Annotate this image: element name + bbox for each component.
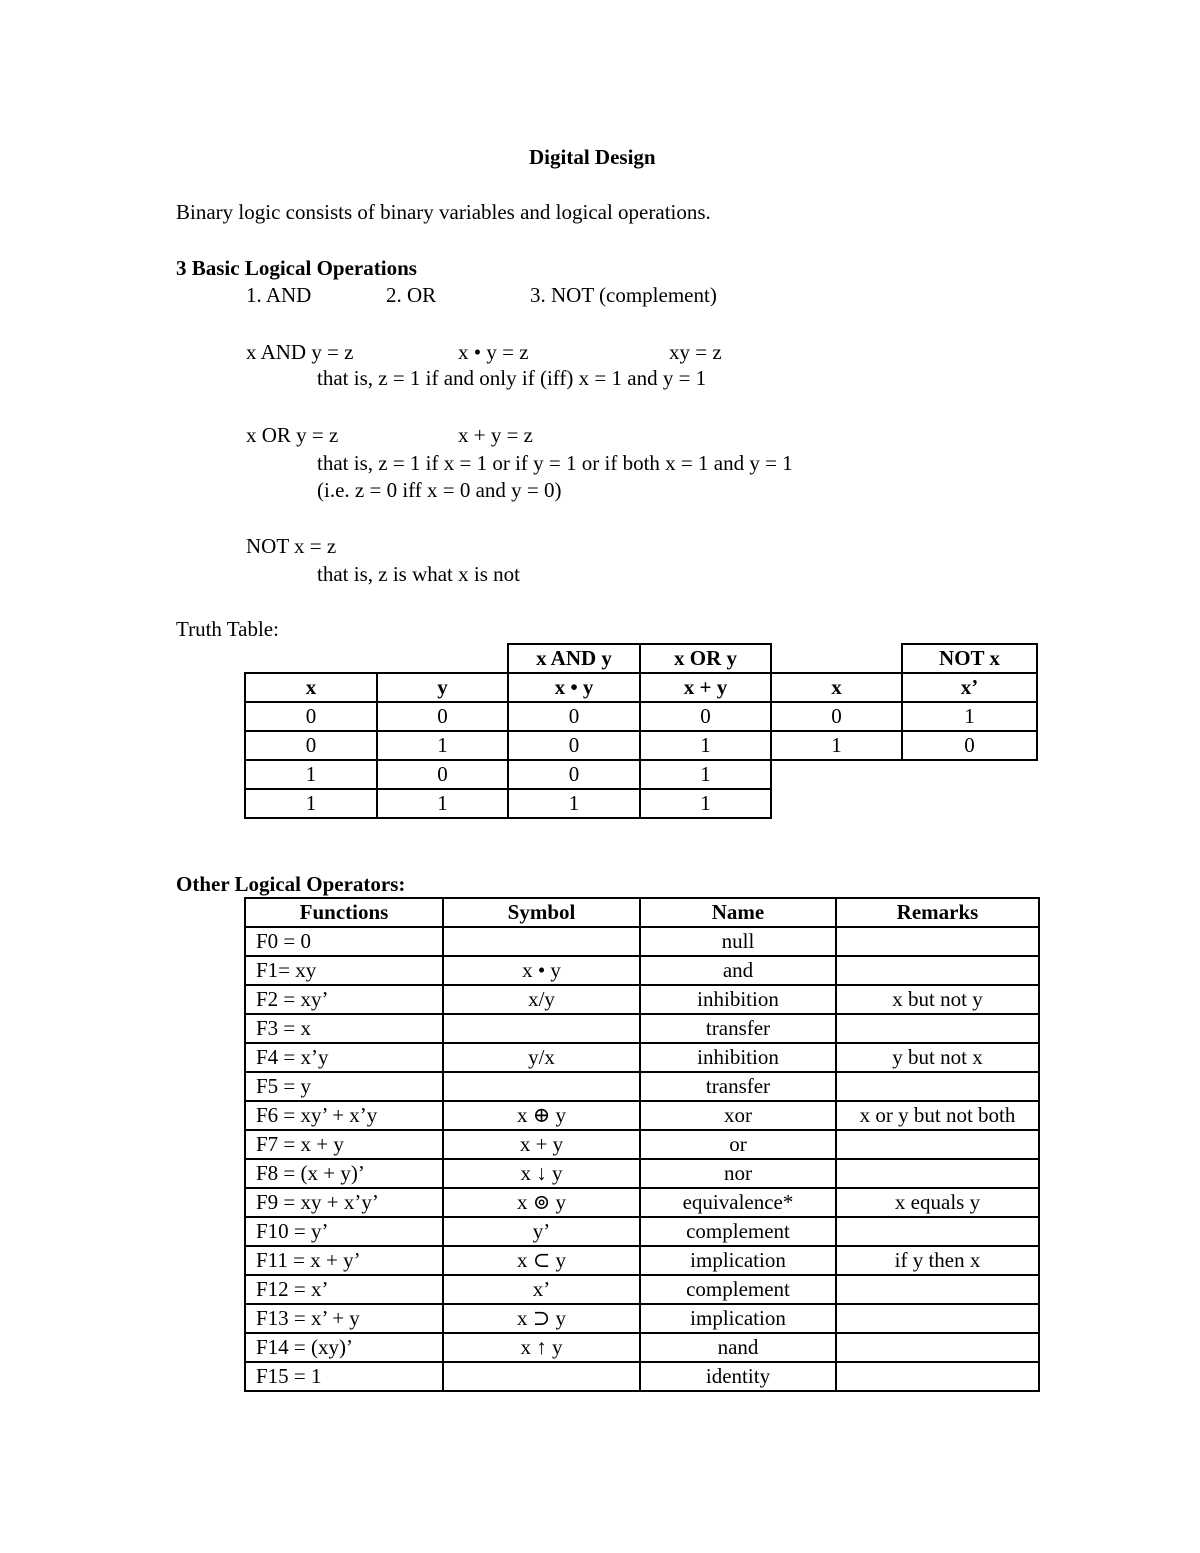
op-item-and: 1. AND [246,283,312,307]
operators-header-row [245,898,1039,927]
table-cell: 0 [245,731,377,760]
table-cell: F7 = x + y [245,1130,443,1159]
table-cell [836,1362,1039,1391]
intro-text: Binary logic consists of binary variables and logical operations. [176,200,711,224]
table-cell: x ↓ y [443,1159,640,1188]
not-form: NOT x = z [246,534,337,558]
table-cell: 0 [377,760,508,789]
table-row [245,1275,1039,1304]
table-cell: x + y [443,1130,640,1159]
table-cell: F15 = 1 [245,1362,443,1391]
and-explanation: that is, z = 1 if and only if (iff) x = 1 and y = 1 [317,366,707,390]
table-cell [836,1217,1039,1246]
table-row [245,1072,1039,1101]
table-cell: x ⊕ y [443,1101,640,1130]
table-cell [443,1362,640,1391]
table-row [245,1159,1039,1188]
table-cell: 0 [902,731,1037,760]
op-item-not: 3. NOT (complement) [530,283,717,307]
table-cell: nand [640,1333,836,1362]
and-form-juxtaposed: xy = z [669,340,722,364]
column-header: x [245,673,377,702]
table-cell: 0 [771,702,902,731]
or-form-words: x OR y = z [246,423,339,447]
op-item-or: 2. OR [386,283,437,307]
table-cell: 0 [640,702,771,731]
table-row [245,1362,1039,1391]
table-cell: inhibition [640,1043,836,1072]
table-cell: identity [640,1362,836,1391]
table-cell: 1 [377,731,508,760]
table-cell: complement [640,1275,836,1304]
table-cell: inhibition [640,985,836,1014]
table-cell: x or y but not both [836,1101,1039,1130]
group-header-and: x AND y [508,644,640,673]
basic-operations-heading: 3 Basic Logical Operations [176,256,417,280]
or-explanation: that is, z = 1 if x = 1 or if y = 1 or if both x = 1 and y = 1 [317,451,793,475]
table-cell: complement [640,1217,836,1246]
table-row [245,1014,1039,1043]
group-header-or: x OR y [640,644,771,673]
table-cell: and [640,956,836,985]
and-form-dot: x • y = z [458,340,529,364]
column-header: y [377,673,508,702]
table-cell: F1= xy [245,956,443,985]
table-cell: F8 = (x + y)’ [245,1159,443,1188]
table-cell: implication [640,1246,836,1275]
table-cell: y but not x [836,1043,1039,1072]
column-header: x + y [640,673,771,702]
table-cell: F2 = xy’ [245,985,443,1014]
table-cell: 1 [640,789,771,818]
table-cell: 1 [640,760,771,789]
table-cell [836,1304,1039,1333]
table-cell: y/x [443,1043,640,1072]
table-row [245,731,1037,760]
table-cell: F10 = y’ [245,1217,443,1246]
operators-table [244,897,1040,1392]
truth-table [244,643,1038,819]
table-cell: F14 = (xy)’ [245,1333,443,1362]
table-row [245,1188,1039,1217]
table-cell: x • y [443,956,640,985]
page-title: Digital Design [529,145,656,169]
other-operators-heading: Other Logical Operators: [176,872,406,896]
table-cell: if y then x [836,1246,1039,1275]
table-cell: x/y [443,985,640,1014]
table-cell: 0 [377,702,508,731]
table-row [245,985,1039,1014]
table-cell: F11 = x + y’ [245,1246,443,1275]
table-cell: F5 = y [245,1072,443,1101]
column-header: Functions [245,898,443,927]
table-cell [443,927,640,956]
and-form-words: x AND y = z [246,340,354,364]
table-row [245,1246,1039,1275]
table-row [245,1217,1039,1246]
table-cell: F0 = 0 [245,927,443,956]
table-cell [836,956,1039,985]
table-cell: 0 [508,760,640,789]
column-header: Remarks [836,898,1039,927]
table-cell: 1 [508,789,640,818]
table-cell [836,927,1039,956]
table-row [245,927,1039,956]
table-cell [836,1159,1039,1188]
truth-table-header-row [245,673,1037,702]
table-cell: F12 = x’ [245,1275,443,1304]
table-cell: 1 [771,731,902,760]
table-cell: F6 = xy’ + x’y [245,1101,443,1130]
table-row [245,1130,1039,1159]
table-row [245,789,1037,818]
table-cell: 1 [902,702,1037,731]
table-cell: xor [640,1101,836,1130]
table-cell: 1 [640,731,771,760]
table-row [245,1101,1039,1130]
table-cell: transfer [640,1014,836,1043]
or-form-plus: x + y = z [458,423,534,447]
table-cell: x ↑ y [443,1333,640,1362]
table-cell: 0 [508,702,640,731]
table-cell: 1 [245,760,377,789]
table-cell [443,1014,640,1043]
table-cell: transfer [640,1072,836,1101]
table-cell: 1 [377,789,508,818]
table-row [245,1333,1039,1362]
column-header: x’ [902,673,1037,702]
or-explanation-ie: (i.e. z = 0 iff x = 0 and y = 0) [317,478,562,502]
table-cell: null [640,927,836,956]
column-header: x [771,673,902,702]
table-cell: 0 [245,702,377,731]
not-explanation: that is, z is what x is not [317,562,520,586]
table-cell: 1 [245,789,377,818]
table-cell: x but not y [836,985,1039,1014]
table-row [245,702,1037,731]
table-cell: equivalence* [640,1188,836,1217]
table-cell: x ⊚ y [443,1188,640,1217]
table-cell [443,1072,640,1101]
table-cell [836,1072,1039,1101]
table-cell: nor [640,1159,836,1188]
table-cell [836,1130,1039,1159]
table-cell: x equals y [836,1188,1039,1217]
table-cell [836,1275,1039,1304]
table-row [245,760,1037,789]
table-cell [836,1014,1039,1043]
table-cell: F3 = x [245,1014,443,1043]
table-cell: F13 = x’ + y [245,1304,443,1333]
table-row [245,956,1039,985]
table-row [245,1304,1039,1333]
truth-table-label: Truth Table: [176,617,279,641]
table-cell: F4 = x’y [245,1043,443,1072]
column-header: Symbol [443,898,640,927]
truth-table-group-row [245,644,1037,673]
table-cell: x ⊂ y [443,1246,640,1275]
column-header: Name [640,898,836,927]
table-cell: or [640,1130,836,1159]
table-cell: implication [640,1304,836,1333]
table-cell: y’ [443,1217,640,1246]
group-header-not: NOT x [902,644,1037,673]
table-cell: 0 [508,731,640,760]
table-cell: x ⊃ y [443,1304,640,1333]
table-row [245,1043,1039,1072]
column-header: x • y [508,673,640,702]
table-cell: F9 = xy + x’y’ [245,1188,443,1217]
table-cell [836,1333,1039,1362]
table-cell: x’ [443,1275,640,1304]
